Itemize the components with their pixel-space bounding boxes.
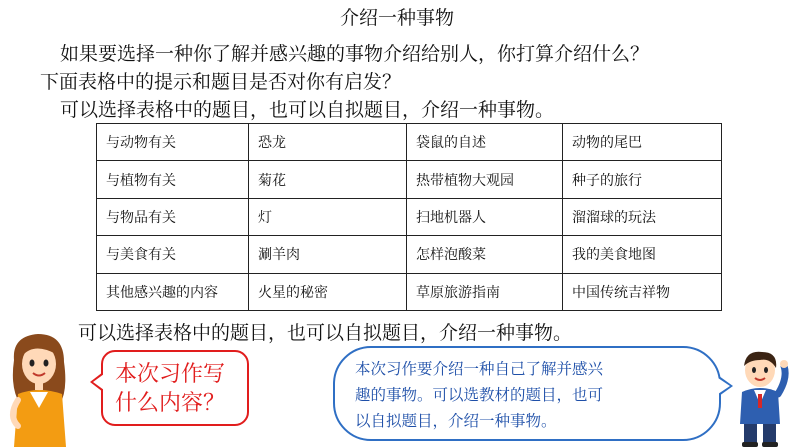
table-cell-topic: 草原旅游指南: [407, 273, 563, 310]
question-line-2: 什么内容？: [115, 391, 226, 416]
answer-line-3: 以自拟题目，介绍一种事物。: [355, 412, 557, 430]
topics-table: [96, 123, 722, 311]
table-cell-topic: 袋鼠的自述: [407, 124, 563, 161]
table-cell-topic: 动物的尾巴: [563, 124, 722, 161]
table-cell-topic: 中国传统吉祥物: [563, 273, 722, 310]
question-line-1: 本次习作写: [115, 362, 226, 387]
student-boy-icon: [730, 348, 792, 447]
table-cell-topic: 恐龙: [249, 124, 407, 161]
table-cell-category: 与动物有关: [97, 124, 249, 161]
table-cell-topic: 溜溜球的玩法: [563, 198, 722, 235]
answer-bubble: [333, 346, 721, 441]
answer-line-1: 本次习作要介绍一种自己了解并感兴: [355, 360, 604, 378]
repeat-paragraph: 可以选择表格中的题目，也可以自拟题目，介绍一种事物。: [78, 322, 573, 344]
question-text: [115, 360, 243, 418]
table-row: [97, 161, 722, 198]
bubble-tail-inner: [93, 374, 104, 390]
table-cell-topic: 我的美食地图: [563, 236, 722, 273]
page-title: 介绍一种事物: [339, 7, 454, 29]
teacher-girl-icon: [4, 330, 76, 447]
table-row: [97, 273, 722, 310]
question-bubble: [101, 350, 249, 426]
table-cell-category: 与美食有关: [97, 236, 249, 273]
table-cell-topic: 灯: [249, 198, 407, 235]
table-row: [97, 124, 722, 161]
intro-paragraph-1: 如果要选择一种你了解并感兴趣的事物介绍给别人，你打算介绍什么？: [60, 43, 650, 65]
table-cell-category: 与物品有关: [97, 198, 249, 235]
table-row: [97, 198, 722, 235]
answer-line-2: 趣的事物。可以选教材的题目，也可: [355, 386, 604, 404]
table-cell-category: 与植物有关: [97, 161, 249, 198]
bubble-tail-inner: [718, 378, 730, 394]
table-cell-topic: 热带植物大观园: [407, 161, 563, 198]
intro-paragraph-3: 可以选择表格中的题目，也可以自拟题目，介绍一种事物。: [60, 99, 555, 121]
table-cell-topic: 菊花: [249, 161, 407, 198]
table-cell-topic: 涮羊肉: [249, 236, 407, 273]
table-cell-topic: 火星的秘密: [249, 273, 407, 310]
table-cell-topic: 种子的旅行: [563, 161, 722, 198]
table-cell-topic: 扫地机器人: [407, 198, 563, 235]
table-cell-category: 其他感兴趣的内容: [97, 273, 249, 310]
intro-paragraph-2: 下面表格中的提示和题目是否对你有启发？: [40, 71, 402, 93]
answer-text: [355, 356, 705, 434]
table-row: [97, 236, 722, 273]
table-cell-topic: 怎样泡酸菜: [407, 236, 563, 273]
